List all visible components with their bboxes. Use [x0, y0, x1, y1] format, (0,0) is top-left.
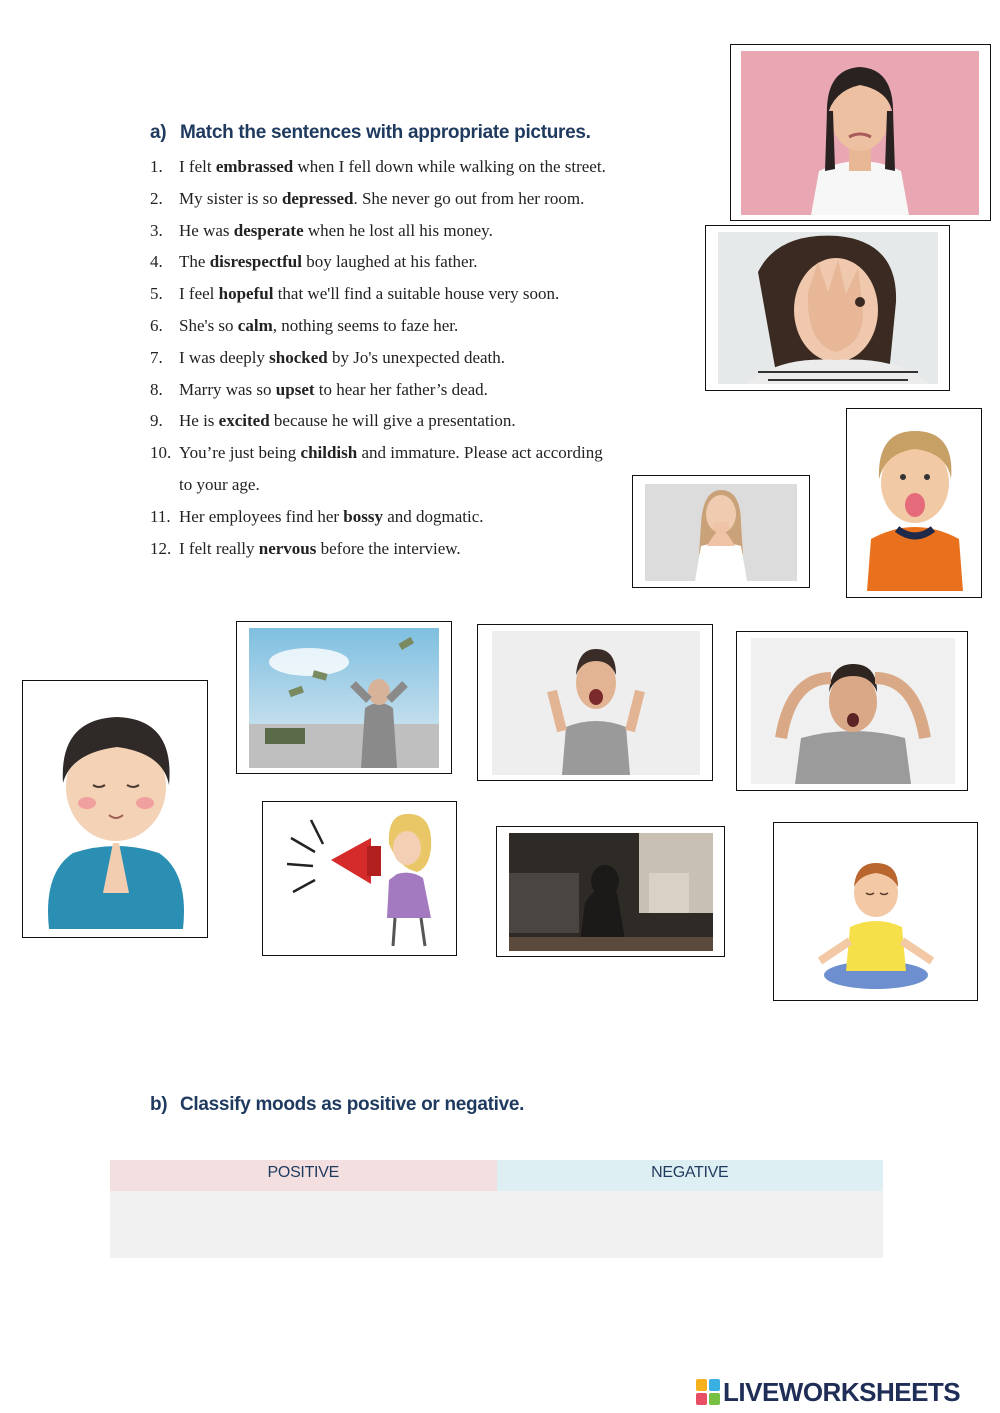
picture-calm-boy[interactable] — [773, 822, 978, 1001]
mood-word: upset — [275, 379, 315, 399]
mood-word: childish — [300, 443, 358, 463]
positive-answer-cell[interactable] — [110, 1191, 497, 1258]
mood-word: bossy — [343, 506, 383, 526]
section-b-title: Classify moods as positive or negative. — [180, 1094, 525, 1115]
classify-table — [110, 1160, 883, 1258]
mood-word: disrespectful — [209, 252, 302, 272]
section-a-title: Match the sentences with appropriate pictures. — [180, 122, 591, 143]
section-a-heading — [150, 122, 591, 144]
picture-excited-man[interactable] — [477, 624, 713, 781]
picture-hopeful-child[interactable] — [22, 680, 208, 938]
positive-header: POSITIVE — [110, 1160, 497, 1191]
sentence-item: 7. I was deeply shocked by Jo's unexpected death. — [150, 347, 506, 367]
picture-sad-woman[interactable] — [730, 44, 991, 221]
picture-desperate-man[interactable] — [236, 621, 452, 774]
section-a-letter: a) — [150, 122, 167, 143]
sentence-item: 12. I felt really nervous before the interview. — [150, 538, 461, 558]
mood-word: hopeful — [218, 284, 274, 304]
mood-word: embrassed — [215, 157, 294, 176]
sentence-item: 8. Marry was so upset to hear her father’s dead. — [150, 379, 488, 399]
picture-shocked-man[interactable] — [736, 631, 968, 791]
liveworksheets-logo — [696, 1378, 960, 1406]
mood-word: excited — [218, 411, 270, 431]
sentence-item: 1. I felt embrassed when I fell down while walking on the street. — [150, 157, 606, 176]
negative-answer-cell[interactable] — [497, 1191, 884, 1258]
picture-embarrassed-woman[interactable] — [705, 225, 950, 391]
mood-word: depressed — [281, 188, 354, 208]
sentence-item: 2. My sister is so depressed. She never go out from her room. — [150, 188, 585, 208]
picture-disrespectful-boy[interactable] — [846, 408, 982, 598]
picture-nervous-woman[interactable] — [632, 475, 810, 588]
mood-word: desperate — [233, 220, 304, 240]
table-header-row — [110, 1160, 883, 1191]
section-b-letter: b) — [150, 1094, 168, 1115]
table-answer-row — [110, 1191, 883, 1258]
logo-text: LIVEWORKSHEETS — [723, 1376, 961, 1407]
sentence-item: 10. You’re just being childish and immature. Please act according to your age. — [150, 443, 603, 494]
mood-word: nervous — [258, 538, 317, 558]
picture-bossy-woman[interactable] — [262, 801, 457, 956]
sentence-item: 6. She's so calm, nothing seems to faze her. — [150, 315, 459, 335]
negative-header: NEGATIVE — [497, 1160, 884, 1191]
sentence-item: 11. Her employees find her bossy and dogmatic. — [150, 506, 484, 526]
picture-depressed-woman[interactable] — [496, 826, 725, 957]
mood-word: shocked — [269, 347, 328, 367]
sentence-item: 5. I feel hopeful that we'll find a suitable house very soon. — [150, 284, 560, 304]
sentence-item: 3. He was desperate when he lost all his money. — [150, 220, 493, 240]
sentence-list — [150, 151, 630, 564]
sentence-item: 4. The disrespectful boy laughed at his father. — [150, 252, 478, 272]
section-b-heading — [150, 1094, 524, 1116]
logo-blocks-icon — [696, 1379, 720, 1405]
sentence-item: 9. He is excited because he will give a presentation. — [150, 411, 516, 431]
mood-word: calm — [237, 315, 273, 335]
